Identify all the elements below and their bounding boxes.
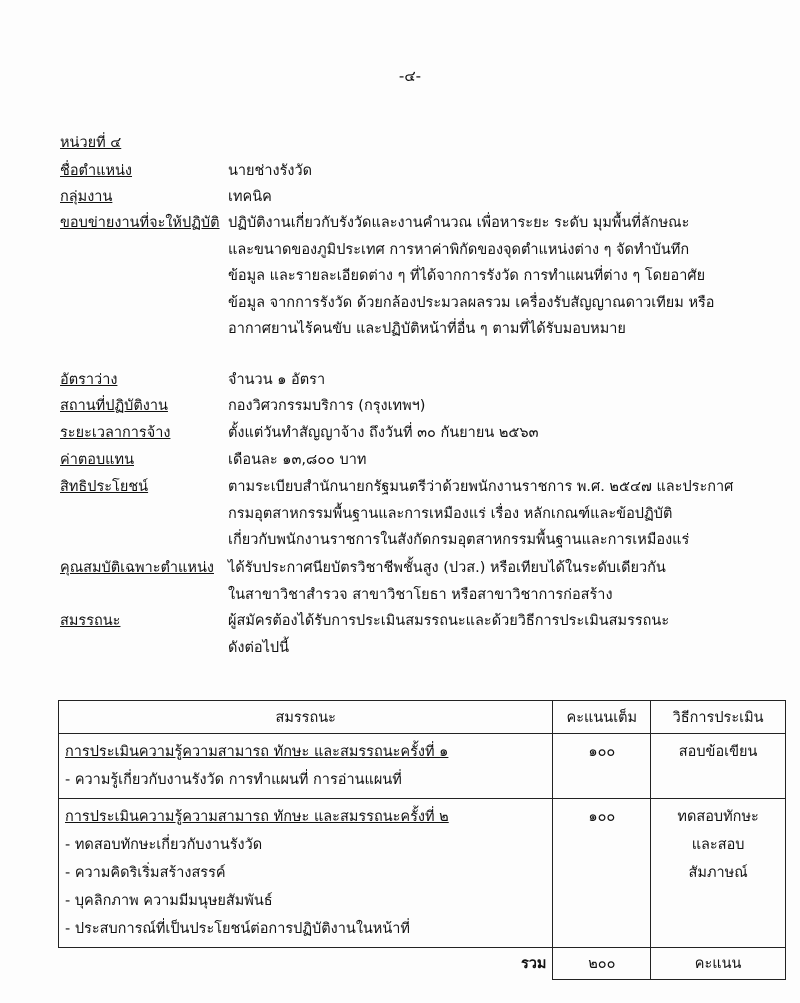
field-value	[228, 210, 788, 343]
unit-heading: หน่วยที่ ๔	[60, 135, 122, 151]
field-value-line: กรมอุตสาหกรรมพื้นฐานและการเหมืองแร่ เรื่อง หลักเกณฑ์และข้อปฏิบัติ	[228, 505, 673, 522]
score-cell: ๑๐๐	[553, 799, 651, 948]
field-label: กลุ่มงาน	[60, 189, 113, 205]
field-value-line: ในสาขาวิชาสำรวจ สาขาวิชาโยธา หรือสาขาวิชาการก่อสร้าง	[228, 586, 613, 603]
field-value-line: กองวิศวกรรมบริการ (กรุงเทพฯ)	[228, 398, 426, 414]
field-value-line: ผู้สมัครต้องได้รับการประเมินสมรรถนะและด้วยวิธีการประเมินสมรรถนะ	[228, 613, 670, 629]
total-unit: คะแนน	[651, 948, 786, 980]
table-total-row	[59, 948, 786, 980]
score-cell: ๑๐๐	[553, 734, 651, 799]
competency-cell	[59, 734, 553, 799]
field-label: ขอบข่ายงานที่จะให้ปฏิบัติ	[60, 215, 220, 231]
field-value-line: ปฏิบัติงานเกี่ยวกับรังวัดและงานคำนวณ เพื่อหาระยะ ระดับ มุมพื้นที่ลักษณะ	[228, 215, 690, 231]
field-label: คุณสมบัติเฉพาะตำแหน่ง	[60, 560, 214, 576]
field-value	[228, 184, 788, 211]
competency-item: - ความคิดริเริ่มสร้างสรรค์	[65, 865, 226, 881]
table-row	[59, 734, 786, 799]
field-value-line: เทคนิค	[228, 189, 272, 205]
field-label: สถานที่ปฏิบัติงาน	[60, 398, 168, 414]
field-value	[228, 447, 788, 474]
field-value	[228, 393, 788, 420]
field-value-line: และขนาดของภูมิประเทศ การหาค่าพิกัดของจุดตำแหน่งต่าง ๆ จัดทำบันทึก	[228, 241, 690, 258]
method-cell	[651, 734, 786, 799]
field-value-line: ข้อมูล และรายละเอียดต่าง ๆ ที่ได้จากการรังวัด การทำแผนที่ต่าง ๆ โดยอาศัย	[228, 268, 706, 284]
field-value-line: ตามระเบียบสำนักนายกรัฐมนตรีว่าด้วยพนักงานราชการ พ.ศ. ๒๕๔๗ และประกาศ	[228, 479, 734, 495]
page-number: -๔-	[398, 67, 422, 85]
field-value	[228, 158, 788, 185]
method-line: สัมภาษณ์	[688, 865, 748, 881]
field-value	[228, 608, 788, 661]
competency-cell	[59, 799, 553, 948]
field-value	[228, 474, 788, 554]
competency-item: - ความรู้เกี่ยวกับงานรังวัด การทำแผนที่ การอ่านแผนที่	[65, 772, 402, 788]
competency-table	[58, 700, 786, 980]
field-value-line: จำนวน ๑ อัตรา	[228, 372, 326, 388]
method-line: ทดสอบทักษะ	[677, 809, 759, 825]
field-value-line: ได้รับประกาศนียบัตรวิชาชีพชั้นสูง (ปวส.) หรือเทียบได้ในระดับเดียวกัน	[228, 560, 666, 576]
competency-item: - ทดสอบทักษะเกี่ยวกับงานรังวัด	[65, 837, 263, 853]
field-value-line: ข้อมูล จากการรังวัด ด้วยกล้องประมวลผลรวม เครื่องรับสัญญาณดาวเทียม หรือ	[228, 294, 715, 311]
field-label: สิทธิประโยชน์	[60, 479, 149, 495]
field-value-line: นายช่างรังวัด	[228, 163, 313, 179]
field-value-line: ตั้งแต่วันทำสัญญาจ้าง ถึงวันที่ ๓๐ กันยายน ๒๕๖๓	[228, 425, 539, 441]
field-label: ค่าตอบแทน	[60, 452, 134, 468]
competency-title: การประเมินความรู้ความสามารถ ทักษะ และสมรรถนะครั้งที่ ๒	[65, 809, 449, 825]
field-value-line: เกี่ยวกับพนักงานราชการในสังกัดกรมอุตสาหกรรมพื้นฐานและการเหมืองแร่	[228, 532, 690, 548]
competency-item: - ประสบการณ์ที่เป็นประโยชน์ต่อการปฏิบัติงานในหน้าที่	[65, 921, 410, 937]
field-value-line: อากาศยานไร้คนขับ และปฏิบัติหน้าที่อื่น ๆ ตามที่ได้รับมอบหมาย	[228, 321, 626, 337]
field-value-line: ดังต่อไปนี้	[228, 639, 290, 656]
table-header-row	[59, 701, 786, 734]
total-label: รวม	[520, 956, 547, 972]
field-value-line: เดือนละ ๑๓,๘๐๐ บาท	[228, 452, 367, 468]
field-label: สมรรถนะ	[60, 613, 121, 629]
competency-item: - บุคลิกภาพ ความมีมนุษยสัมพันธ์	[65, 893, 273, 909]
total-score: ๒๐๐	[553, 948, 651, 980]
field-label: ชื่อตำแหน่ง	[60, 163, 133, 179]
header-competency: สมรรถนะ	[59, 701, 553, 734]
method-line: สอบข้อเขียน	[678, 744, 758, 760]
competency-title: การประเมินความรู้ความสามารถ ทักษะ และสมรรถนะครั้งที่ ๑	[65, 744, 449, 760]
method-line: และสอบ	[691, 837, 745, 853]
field-value	[228, 555, 788, 608]
field-value	[228, 420, 788, 447]
field-value	[228, 367, 788, 394]
table-row	[59, 799, 786, 948]
field-label: ระยะเวลาการจ้าง	[60, 425, 171, 441]
method-cell	[651, 799, 786, 948]
field-label: อัตราว่าง	[60, 372, 118, 388]
header-method: วิธีการประเมิน	[651, 701, 786, 734]
header-full-score: คะแนนเต็ม	[553, 701, 651, 734]
